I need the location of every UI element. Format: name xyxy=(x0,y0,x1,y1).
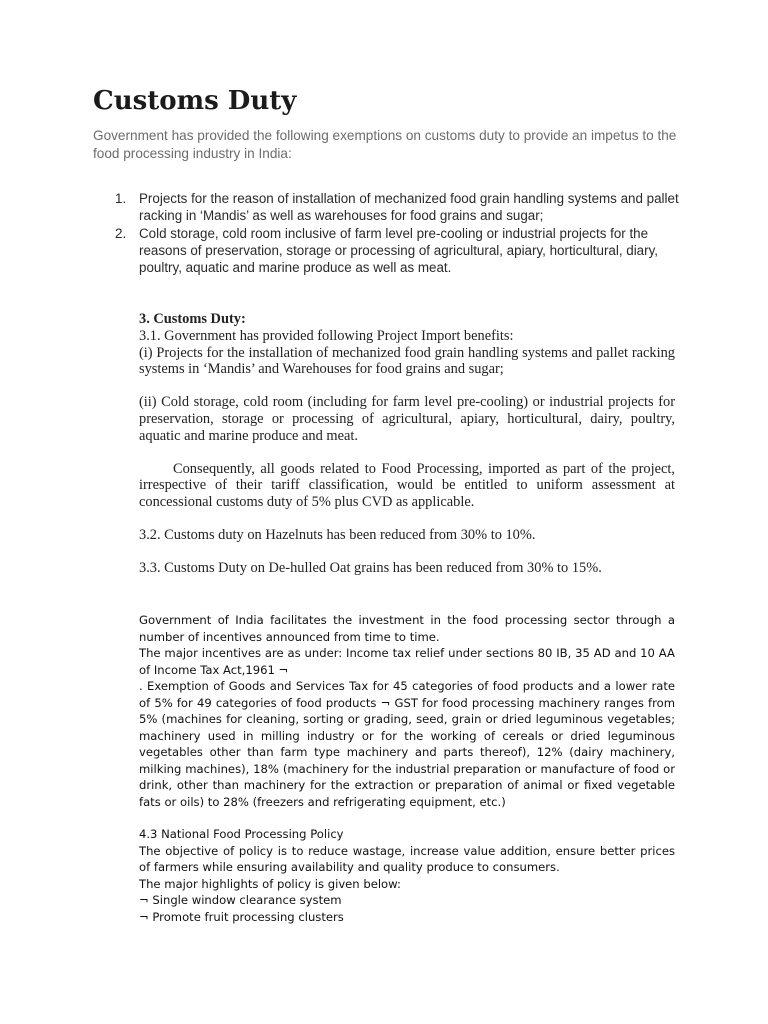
list-item-text: Cold storage, cold room inclusive of farm level pre-cooling or industrial projects for the reasons of preservation, storage or processing of agricultural, apiary, horticultural, diary, poultry, aquatic and marine produce as well as meat. xyxy=(139,225,659,276)
gst-exemption: . Exemption of Goods and Services Tax for 45 categories of food products and a lower rate of 5% for 49 categories of food products ¬ GST for food processing machinery ranges from 5% (machines for cleaning, sorting or grading, seed, grain or dried leguminous vegetables; machinery used in milling industry or for the working of cereals or dried leguminous vegetables other than farm type machinery and parts thereof), 12% (dairy machinery, milking machines), 18% (machinery for the industrial preparation or manufacture of food or drink, other than machinery for the extraction or preparation of animal or fixed vegetable fats or oils) to 28% (freezers and refrigerating equipment, etc.) xyxy=(139,679,675,809)
page-title: Customs Duty xyxy=(93,86,297,116)
incentives-intro: Government of India facilitates the investment in the food processing sector through a number of incentives announced from time to time. xyxy=(139,613,675,644)
section-3-1: 3.1. Government has provided following Project Import benefits: xyxy=(139,327,514,344)
exemptions-list xyxy=(115,190,679,276)
list-item-text: Projects for the reason of installation of mechanized food grain handling systems and pallet racking in ‘Mandis’ as well as warehouses for food grains and sugar; xyxy=(139,191,679,224)
list-item-number: 2. xyxy=(115,225,127,241)
list-item xyxy=(115,225,679,277)
intro-paragraph: Government has provided the following exemptions on customs duty to provide an impetus to the food processing industry in India: xyxy=(93,128,677,161)
section-3-2: 3.2. Customs duty on Hazelnuts has been reduced from 30% to 10%. xyxy=(139,526,536,543)
highlight-item: ¬ Promote fruit processing clusters xyxy=(139,909,344,924)
benefit-ii: (ii) Cold storage, cold room (including for farm level pre-cooling) or industrial projects for preservation, storage or processing of agricultural, apiary, horticultural, dairy, poultry, aquatic and marine produce and meat. xyxy=(139,394,675,444)
list-item xyxy=(115,190,679,225)
policy-heading: 4.3 National Food Processing Policy xyxy=(139,827,344,841)
policy-highlights-intro: The major highlights of policy is given below: xyxy=(139,876,401,891)
list-item-number: 1. xyxy=(115,191,127,206)
benefit-i: (i) Projects for the installation of mechanized food grain handling systems and pallet racking systems in ‘Mandis’ and Warehouses for food grains and sugar; xyxy=(139,344,675,378)
major-incentives: The major incentives are as under: Income tax relief under sections 80 IB, 35 AD and 10 AA of Income Tax Act,1961 ¬ xyxy=(139,646,675,677)
consequently-paragraph: Consequently, all goods related to Food Processing, imported as part of the project, irrespective of their tariff classification, would be entitled to uniform assessment at concessional customs duty of 5% plus CVD as applicable. xyxy=(139,460,675,511)
scanned-excerpt xyxy=(139,311,675,577)
section-3-3: 3.3. Customs Duty on De-hulled Oat grains has been reduced from 30% to 15%. xyxy=(139,559,602,576)
policy-objective: The objective of policy is to reduce wastage, increase value addition, ensure better prices of farmers while ensuring availability and quality produce to consumers. xyxy=(139,843,675,874)
highlight-item: ¬ Single window clearance system xyxy=(139,893,342,907)
incentives-section xyxy=(139,612,675,925)
section-heading: 3. Customs Duty: xyxy=(139,311,246,327)
